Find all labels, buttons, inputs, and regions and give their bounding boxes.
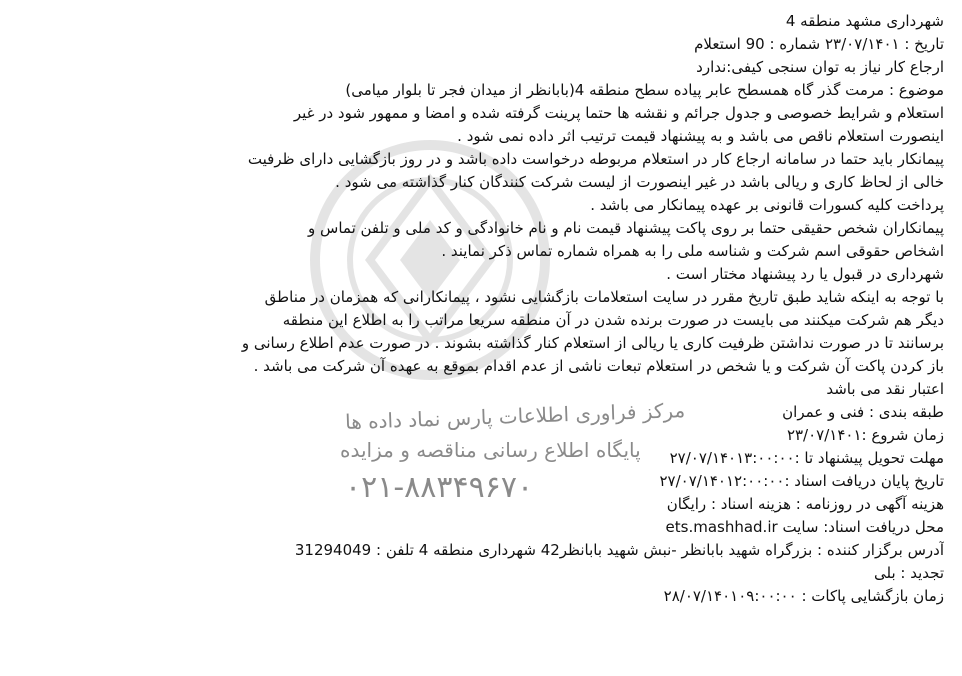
text-line: پرداخت کلیه کسورات قانونی بر عهده پیمانکار می باشد . (590, 196, 944, 214)
text-line: پیمانکار باید حتما در سامانه ارجاع کار در استعلام مربوطه درخواست داده باشد و در روز بازگشایی دارای ظرفیت (247, 150, 944, 168)
text-line: هزینه آگهی در روزنامه : هزینه اسناد : رایگان (666, 495, 944, 513)
text-line: پیمانکاران شخص حقیقی حتما بر روی پاکت پیشنهاد قیمت نام و نام خانوادگی و کد ملی و تلفن تماس و (308, 219, 944, 237)
text-line: باز کردن پاکت آن شرکت و یا شخص در استعلام تبعات ناشی از عدم اقدام بموقع به عهده آن شرکت می باشد . (253, 357, 944, 375)
text-line: آدرس برگزار کننده : بزرگراه شهید بابانظر -نبش شهید بابانظر42 شهرداری منطقه 4 تلفن : 31294049 (294, 541, 944, 559)
text-line: با توجه به اینکه شاید طبق تاریخ مقرر در سایت استعلامات بازگشایی نشود ، پیمانکارانی که همزمان در مناطق (264, 288, 944, 306)
watermark-text-1: مرکز فراوری اطلاعات پارس نماد داده ها (344, 398, 686, 434)
text-line: مهلت تحویل پیشنهاد تا :۲۷/۰۷/۱۴۰۱۳:۰۰:۰۰ (669, 449, 944, 467)
text-line: اینصورت استعلام ناقص می باشد و به پیشنهاد قیمت ترتیب اثر داده نمی شود . (457, 127, 944, 145)
text-line: اشخاص حقوقی اسم شرکت و شناسه ملی را به همراه شماره تماس ذکر نمایند . (441, 242, 944, 260)
text-line: برسانند تا در صورت نداشتن ظرفیت کاری یا ریالی از استعلام کنار گذاشته بشوند . در صورت عدم اطلاع رسانی و (241, 334, 944, 352)
watermark-phone: ۰۲۱-۸۸۳۴۹۶۷۰ (345, 470, 534, 505)
text-line: زمان بازگشایی پاکات : ۲۸/۰۷/۱۴۰۱۰۹:۰۰:۰۰ (663, 587, 944, 605)
text-line: شهرداری مشهد منطقه 4 (785, 12, 944, 30)
text-line: زمان شروع :۲۳/۰۷/۱۴۰۱ (786, 426, 944, 444)
text-line: ارجاع کار نیاز به توان سنجی کیفی:ندارد (696, 58, 944, 76)
text-line: دیگر هم شرکت میکنند می بایست در صورت برنده شدن در آن منطقه سریعا مراتب را به اطلاع این منطقه (282, 311, 944, 329)
text-line: محل دریافت اسناد: سایت ets.mashhad.ir (665, 518, 944, 536)
text-line: استعلام و شرایط خصوصی و جدول جرائم و نقشه ها حتما پرینت گرفته شده و امضا و ممهور شود در غیر (293, 104, 944, 122)
text-line: تجدید : بلی (873, 564, 944, 582)
text-line: طبقه بندی : فنی و عمران (782, 403, 944, 421)
text-line: تاریخ : ۲۳/۰۷/۱۴۰۱ شماره : 90 استعلام (694, 35, 944, 53)
watermark-text-2: پایگاه اطلاع رسانی مناقصه و مزایده (340, 438, 641, 462)
text-line: اعتبار نقد می باشد (826, 380, 944, 398)
text-line: موضوع : مرمت گذر گاه همسطح عابر پیاده سطح منطقه 4(بابانظر از میدان فجر تا بلوار میامی) (345, 81, 944, 99)
text-line: تاریخ پایان دریافت اسناد :۲۷/۰۷/۱۴۰۱۲:۰۰:۰۰ (659, 472, 944, 490)
text-line: خالی از لحاظ کاری و ریالی باشد در غیر اینصورت از لیست شرکت کنندگان کنار گذاشته می شود . (335, 173, 944, 191)
document-body (18, 10, 944, 608)
text-line: شهرداری در قبول یا رد پیشنهاد مختار است . (666, 265, 944, 283)
